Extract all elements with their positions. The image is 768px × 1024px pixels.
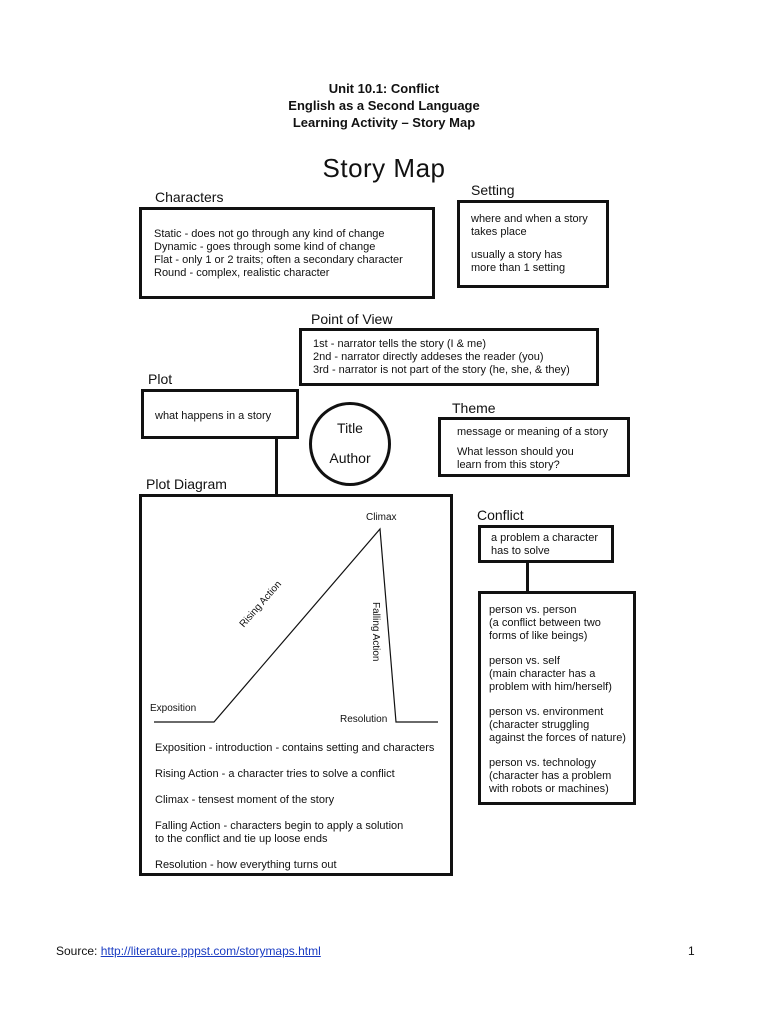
setting-line: usually a story has — [471, 249, 563, 261]
plot-connector-line — [275, 438, 278, 494]
conflict-type-desc: against the forces of nature) — [489, 732, 626, 744]
conflict-type: person vs. technology — [489, 757, 597, 769]
theme-line: What lesson should you — [457, 446, 574, 458]
plot-diagram-line — [154, 529, 438, 722]
theme-box — [438, 417, 630, 477]
exposition-label: Exposition — [150, 703, 197, 714]
conflict-connector-line — [526, 562, 529, 592]
setting-box — [457, 200, 609, 288]
theme-label: Theme — [452, 400, 496, 416]
theme-line: message or meaning of a story — [457, 426, 609, 438]
conflict-type: person vs. environment — [489, 706, 604, 718]
plot-text: what happens in a story — [155, 410, 272, 422]
point-of-view-label: Point of View — [311, 311, 393, 327]
plot-definitions — [155, 742, 434, 872]
conflict-type-desc: (main character has a — [489, 668, 596, 680]
conflict-line: a problem a character — [491, 532, 598, 544]
plot-label: Plot — [148, 371, 173, 387]
plot-diagram-label: Plot Diagram — [146, 476, 227, 492]
characters-flat: Flat - only 1 or 2 traits; often a secondary character — [154, 254, 403, 266]
source-footer — [56, 944, 321, 958]
page-number: 1 — [688, 944, 695, 958]
point-of-view-box — [299, 328, 599, 386]
source-label: Source: — [56, 944, 98, 958]
title-text: Title — [337, 420, 363, 436]
conflict-type-desc: (character has a problem — [489, 770, 612, 782]
setting-label: Setting — [471, 182, 515, 198]
conflict-type: person vs. self — [489, 655, 560, 667]
conflict-line: has to solve — [491, 545, 550, 557]
rising-action-label: Rising Action — [237, 579, 284, 630]
document-header — [0, 80, 768, 131]
story-map-title: Story Map — [322, 153, 446, 183]
conflict-type: person vs. person — [489, 604, 577, 616]
definition-falling-action: Falling Action - characters begin to apply a solution — [155, 820, 404, 832]
setting-line: more than 1 setting — [471, 262, 566, 274]
resolution-label: Resolution — [340, 714, 388, 725]
plot-diagram-box — [139, 494, 453, 876]
characters-box — [139, 207, 435, 299]
definition-climax: Climax - tensest moment of the story — [155, 794, 335, 806]
falling-action-label: Falling Action — [370, 602, 381, 662]
theme-line: learn from this story? — [457, 459, 560, 471]
pov-third-person: 3rd - narrator is not part of the story (he, she, & they) — [313, 364, 570, 376]
characters-dynamic: Dynamic - goes through some kind of change — [154, 241, 376, 253]
conflict-type-desc: (character struggling — [489, 719, 590, 731]
characters-static: Static - does not go through any kind of change — [154, 228, 385, 240]
pov-second-person: 2nd - narrator directly addeses the reader (you) — [313, 351, 544, 363]
theme-spacer — [457, 439, 627, 446]
conflict-type-desc: (a conflict between two — [489, 617, 601, 629]
conflict-types-box — [478, 591, 636, 805]
characters-label: Characters — [155, 189, 224, 205]
conflict-type-desc: problem with him/herself) — [489, 681, 612, 693]
definition-falling-action-cont: to the conflict and tie up loose ends — [155, 833, 328, 845]
source-link[interactable]: http://literature.pppst.com/storymaps.html — [100, 944, 321, 958]
pov-first-person: 1st - narrator tells the story (I & me) — [313, 338, 486, 350]
definition-rising-action: Rising Action - a character tries to solve a conflict — [155, 768, 395, 780]
conflict-box — [478, 525, 614, 563]
header-course: English as a Second Language — [288, 98, 480, 113]
header-unit: Unit 10.1: Conflict — [328, 81, 440, 96]
setting-spacer — [471, 239, 606, 249]
conflict-label: Conflict — [477, 507, 524, 523]
definition-exposition: Exposition - introduction - contains setting and characters — [155, 742, 435, 754]
plot-box — [141, 389, 299, 439]
conflict-type-desc: with robots or machines) — [489, 783, 609, 795]
climax-label: Climax — [366, 512, 397, 523]
conflict-type-desc: forms of like beings) — [489, 630, 588, 642]
definition-resolution: Resolution - how everything turns out — [155, 859, 337, 871]
characters-round: Round - complex, realistic character — [154, 267, 330, 279]
header-activity: Learning Activity – Story Map — [292, 115, 476, 130]
setting-line: where and when a story — [471, 213, 588, 225]
setting-line: takes place — [471, 226, 527, 238]
author-text: Author — [329, 450, 371, 466]
title-author-circle — [309, 402, 391, 486]
